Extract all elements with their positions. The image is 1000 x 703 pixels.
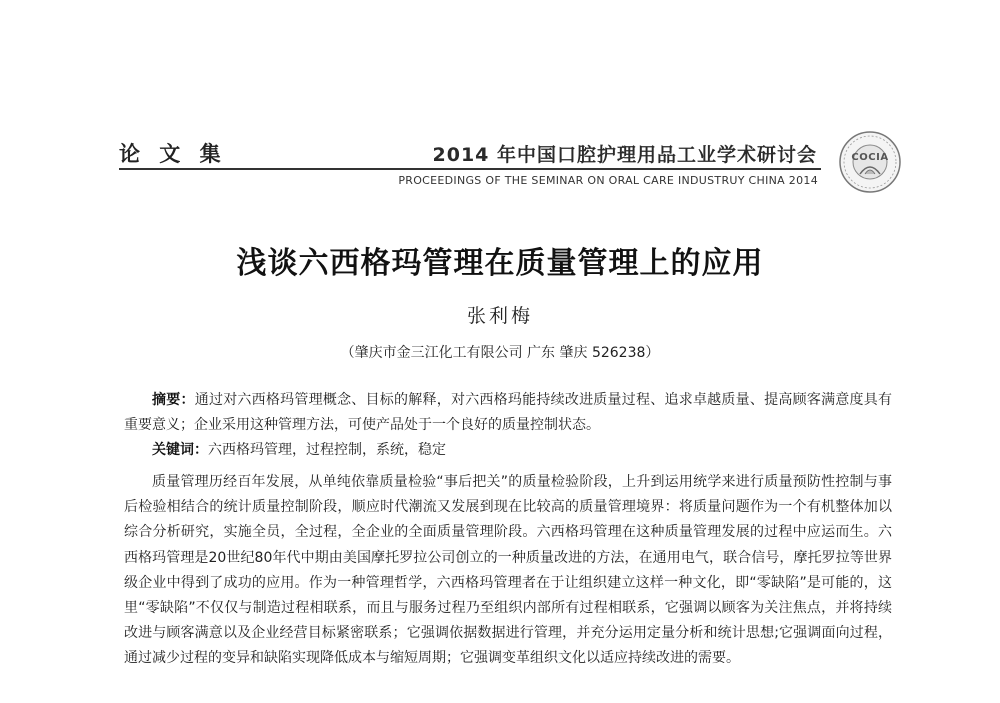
abstract [124,388,892,438]
author-affiliation: （肇庆市金三江化工有限公司 广东 肇庆 526238） [340,345,660,361]
author-name: 张利梅 [466,305,533,327]
abstract-label: 摘要： [152,392,195,408]
keywords-label: 关键词： [152,442,208,458]
keywords-text: 六西格玛管理，过程控制，系统，稳定 [208,442,446,458]
body-paragraph: 质量管理历经百年发展，从单纯依靠质量检验“事后把关”的质量检验阶段，上升到运用统学来进行质量预防性控制与事后检验相结合的统计质量控制阶段，顺应时代潮流又发展到现在比较高的质量管理境界：将质量问题作为一个有机整体加以综合分析研究，实施全员，全过程，全企业的全面质量管理阶段。六西格玛管理在这种质量管理发展的过程中应运而生。六西格玛管理是20世纪80年代中期由美国摩托罗拉公司创立的一种质量改进的方法，在通用电气，联合信号，摩托罗拉等世界级企业中得到了成功的应用。作为一种管理哲学，六西格玛管理者在于让组织建立这样一种文化，即“零缺陷”是可能的，这里“零缺陷”不仅仅与制造过程相联系，而且与服务过程乃至组织内部所有过程相联系，它强调以顾客为关注焦点，并将持续改进与顾客满意以及企业经营目标紧密联系；它强调依据数据进行管理，并充分运用定量分析和统计思想;它强调面向过程，通过减少过程的变异和缺陷实现降低成本与缩短周期；它强调变革组织文化以适应持续改进的需要。 [124,474,892,667]
keywords [152,438,892,463]
header-divider [119,168,821,170]
cocia-logo-icon [838,130,902,194]
paper-title: 浅谈六西格玛管理在质量管理上的应用 [236,246,764,281]
conference-title: 2014 年中国口腔护理用品工业学术研讨会 [432,144,817,166]
abstract-text: 通过对六西格玛管理概念、目标的解释，对六西格玛能持续改进质量过程、追求卓越质量、提高顾客满意度具有重要意义；企业采用这种管理方法，可使产品处于一个良好的质量控制状态。 [124,392,893,433]
logo-text: COCIA [851,152,889,163]
series-label: 论 文 集 [119,141,227,166]
conference-subtitle: PROCEEDINGS OF THE SEMINAR ON ORAL CARE INDUSTRUY CHINA 2014 [398,174,818,187]
